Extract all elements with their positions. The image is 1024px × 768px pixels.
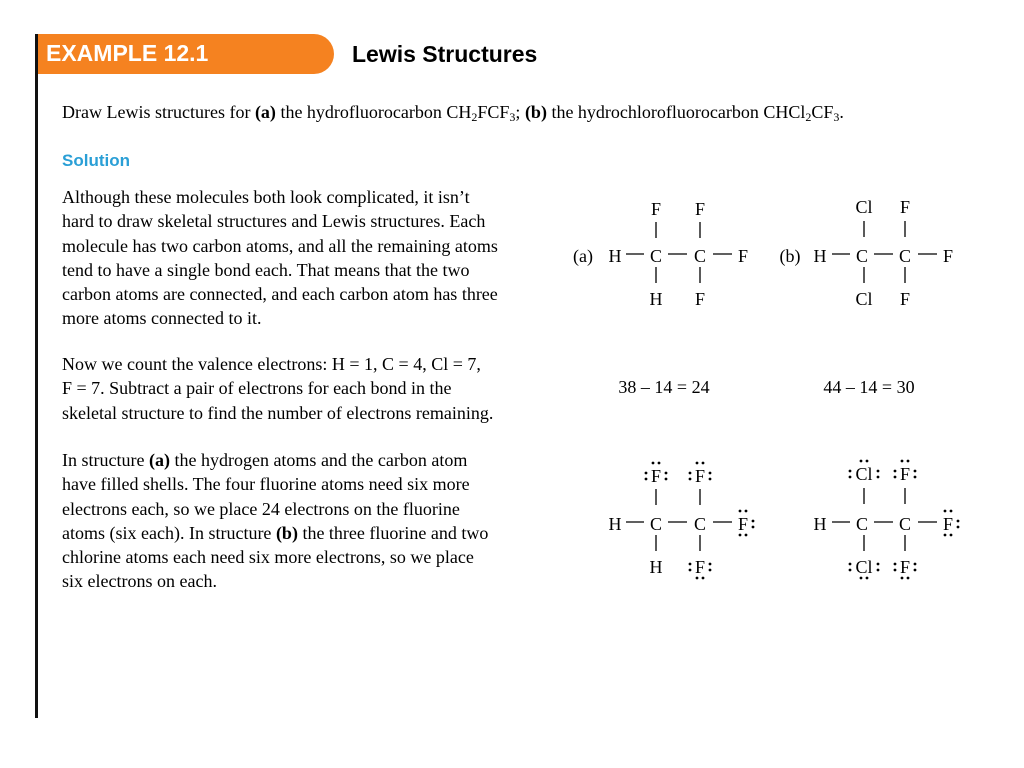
paragraph-line: more atoms connected to it.: [62, 308, 262, 329]
electron-count-b: 44 – 14 = 30: [823, 377, 915, 397]
atom: C: [898, 246, 912, 266]
structure-b-label: (b): [779, 246, 801, 266]
paragraph-line: Although these molecules both look complicated, it isn’t: [62, 187, 470, 207]
problem-text: ;: [515, 102, 525, 122]
problem-text: the hydrofluorocarbon CH: [275, 102, 472, 122]
atom: F: [650, 199, 662, 219]
paragraph-line: F = 7. Subtract a pair of electrons for each bond in the: [62, 378, 452, 399]
lewis-structure-a: [609, 462, 755, 580]
atom: F: [899, 197, 911, 217]
structure-a-label: (a): [573, 246, 593, 266]
atom: F: [899, 464, 911, 484]
atom: F: [942, 514, 954, 534]
paragraph-line: six electrons on each.: [62, 571, 217, 592]
atom: H: [608, 246, 622, 266]
atom: Cl: [855, 197, 873, 217]
paragraph-line: atoms (six each). In structure (b) the three fluorine and two: [62, 522, 489, 543]
atom: C: [898, 514, 912, 534]
atom: C: [649, 514, 663, 534]
subscript: 2: [471, 110, 478, 124]
problem-text: the hydrochlorofluorocarbon CHCl: [546, 102, 806, 122]
atom: F: [899, 289, 911, 309]
part-b-label: (b): [524, 102, 547, 122]
atom: C: [693, 246, 707, 266]
example-label: EXAMPLE 12.1: [46, 40, 209, 66]
atom: F: [694, 466, 706, 486]
atom: Cl: [855, 464, 873, 484]
page-title: Lewis Structures: [352, 41, 538, 67]
electron-count-a: 38 – 14 = 24: [618, 377, 710, 397]
atom: H: [649, 557, 663, 577]
atom: H: [813, 514, 827, 534]
atom: C: [649, 246, 663, 266]
paragraph-line: molecule has two carbon atoms, and all the remaining atoms: [62, 235, 498, 256]
atom: C: [855, 514, 869, 534]
atom: H: [649, 289, 663, 309]
paragraph-line: carbon atoms are connected, and each carbon atom has three: [62, 284, 498, 305]
problem-text: .: [839, 102, 844, 122]
subscript: 2: [805, 110, 812, 124]
atom: Cl: [855, 557, 873, 577]
paragraph-line: skeletal structure to find the number of electrons remaining.: [62, 402, 494, 423]
subscript: 3: [833, 110, 840, 124]
atom: F: [650, 466, 662, 486]
solution-heading: Solution: [62, 151, 130, 170]
problem-text: CF: [811, 102, 834, 122]
skeletal-structure-b: [780, 197, 954, 309]
atom: C: [855, 246, 869, 266]
atom: F: [737, 246, 749, 266]
problem-text: FCF: [477, 102, 510, 122]
skeletal-structure-a: [573, 199, 748, 309]
atom: F: [942, 246, 954, 266]
paragraph-line: hard to draw skeletal structures and Lewis structures. Each: [62, 211, 486, 232]
atom: F: [899, 557, 911, 577]
paragraph-line: tend to have a single bond each. That means that the two: [62, 259, 470, 280]
atom: F: [737, 514, 749, 534]
paragraph-line: In structure (a) the hydrogen atoms and the carbon atom: [62, 450, 468, 470]
paragraph-line: have filled shells. The four fluorine atoms need six more: [62, 474, 470, 495]
atom: H: [813, 246, 827, 266]
part-a-label: (a): [254, 102, 276, 122]
paragraph-line: electrons each, so we place 24 electrons on the fluorine: [62, 498, 460, 519]
paragraph-line: Now we count the valence electrons: H = 1, C = 4, Cl = 7,: [62, 354, 481, 374]
atom: F: [694, 199, 706, 219]
subscript: 3: [509, 110, 516, 124]
lewis-structure-b: [814, 460, 960, 580]
atom: F: [694, 289, 706, 309]
paragraph-line: chlorine atoms each need six more electrons, so we place: [62, 547, 474, 568]
atom: C: [693, 514, 707, 534]
atom: F: [694, 557, 706, 577]
problem-text: Draw Lewis structures for: [62, 102, 255, 122]
atom: H: [608, 514, 622, 534]
atom: Cl: [855, 289, 873, 309]
